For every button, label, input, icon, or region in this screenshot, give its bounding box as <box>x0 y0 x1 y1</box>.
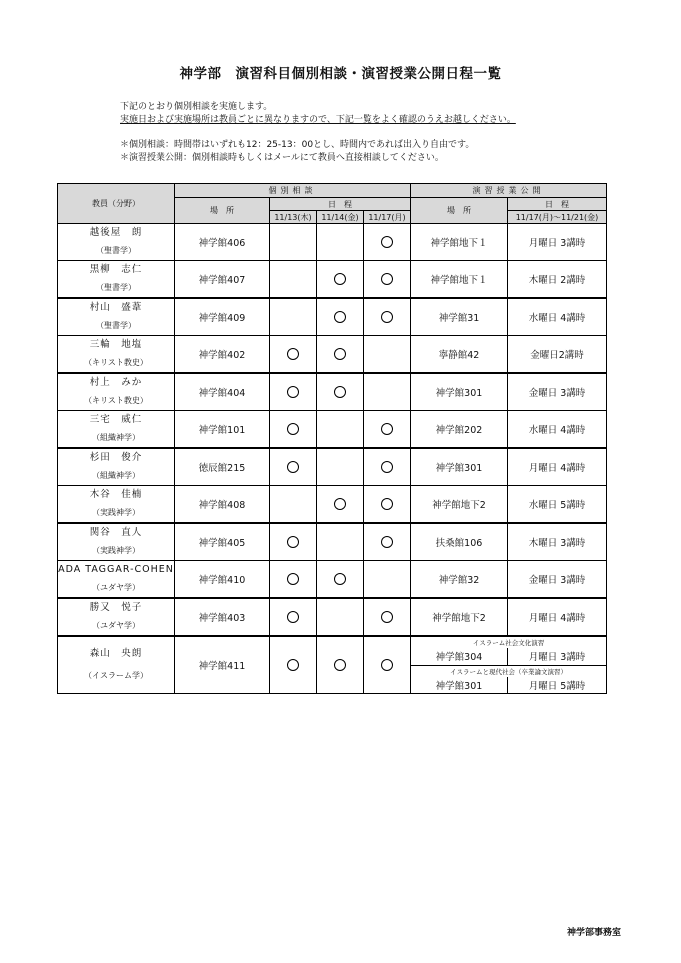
mark-cell <box>317 224 364 261</box>
teacher-field: （イスラーム学） <box>84 671 148 680</box>
available-mark <box>334 498 346 510</box>
teacher-name: 関谷 直人 <box>89 527 143 538</box>
class-time: 金曜日 3講時 <box>508 561 607 599</box>
teacher-cell <box>58 224 175 261</box>
mark-cell <box>270 411 317 449</box>
header-class-place: 場 所 <box>411 198 508 224</box>
teacher-field: （ユダヤ学） <box>92 583 140 592</box>
available-mark <box>381 498 393 510</box>
teacher-field: （組織神学） <box>92 433 140 442</box>
mark-cell <box>270 261 317 299</box>
teacher-name: 勝又 悦子 <box>89 602 143 613</box>
teacher-field: （聖書学） <box>96 246 136 255</box>
mark-cell <box>270 486 317 524</box>
table-row <box>58 636 607 648</box>
mark-cell <box>364 486 411 524</box>
class-time: 月曜日 4講時 <box>508 598 607 636</box>
class-time: 水曜日 4講時 <box>508 298 607 336</box>
consult-place: 神学館403 <box>175 598 270 636</box>
intro-line-1: 下記のとおり個別相談を実施します。 <box>120 102 273 112</box>
mark-cell <box>270 636 317 694</box>
mark-cell <box>364 411 411 449</box>
consult-place: 神学館409 <box>175 298 270 336</box>
table-row <box>58 411 607 449</box>
table-header <box>58 184 607 224</box>
available-mark <box>381 659 393 671</box>
class-time: 月曜日 4講時 <box>508 448 607 486</box>
available-mark <box>334 348 346 360</box>
class-place: 神学館301 <box>411 677 508 694</box>
teacher-field: （組織神学） <box>92 471 140 480</box>
teacher-cell <box>58 448 175 486</box>
table-row <box>58 373 607 411</box>
teacher-name: 杉田 俊介 <box>89 452 143 463</box>
available-mark <box>287 461 299 473</box>
available-mark <box>381 236 393 248</box>
header-consultation: 個別相談 <box>175 184 411 198</box>
teacher-name: 三輪 地塩 <box>89 339 143 350</box>
mark-cell <box>364 336 411 374</box>
class-time: 木曜日 3講時 <box>508 523 607 561</box>
available-mark <box>287 573 299 585</box>
teacher-cell <box>58 261 175 299</box>
mark-cell <box>270 523 317 561</box>
header-date: 11/14(金) <box>317 211 364 224</box>
course-title: イスラームと現代社会（卒業論文演習） <box>411 665 607 677</box>
mark-cell <box>317 486 364 524</box>
mark-cell <box>364 224 411 261</box>
teacher-name: 三宅 威仁 <box>89 414 143 425</box>
mark-cell <box>317 523 364 561</box>
mark-cell <box>364 523 411 561</box>
header-teacher: 教員（分野） <box>58 184 175 224</box>
available-mark <box>287 536 299 548</box>
header-consult-place: 場 所 <box>175 198 270 224</box>
teacher-field: （ユダヤ学） <box>92 621 140 630</box>
class-place: 神学館301 <box>411 448 508 486</box>
table-row <box>58 486 607 524</box>
teacher-name: 村上 みか <box>89 377 143 388</box>
mark-cell <box>364 598 411 636</box>
teacher-cell <box>58 373 175 411</box>
teacher-cell <box>58 411 175 449</box>
class-time: 月曜日 5講時 <box>508 677 607 694</box>
table-row <box>58 336 607 374</box>
class-time: 金曜日2講時 <box>508 336 607 374</box>
mark-cell <box>270 298 317 336</box>
teacher-cell <box>58 336 175 374</box>
class-place: 神学館31 <box>411 298 508 336</box>
available-mark <box>287 659 299 671</box>
available-mark <box>334 311 346 323</box>
mark-cell <box>270 373 317 411</box>
available-mark <box>334 573 346 585</box>
table-row <box>58 523 607 561</box>
page-title: 神学部 演習科目個別相談・演習授業公開日程一覧 <box>179 66 502 82</box>
intro-line-2: 実施日および実施場所は教員ごとに異なりますので、下記一覧をよく確認のうえお越しください。 <box>120 115 516 125</box>
table-row <box>58 224 607 261</box>
teacher-field: （キリスト教史） <box>84 396 148 405</box>
course-title: イスラーム社会文化演習 <box>411 636 607 648</box>
class-place: 寧静館42 <box>411 336 508 374</box>
teacher-cell <box>58 636 175 694</box>
mark-cell <box>317 336 364 374</box>
teacher-field: （聖書学） <box>96 283 136 292</box>
class-time: 水曜日 4講時 <box>508 411 607 449</box>
available-mark <box>334 659 346 671</box>
teacher-field: （聖書学） <box>96 321 136 330</box>
consult-place: 神学館402 <box>175 336 270 374</box>
mark-cell <box>317 261 364 299</box>
note-consultation: ＊個別相談：時間帯はいずれも12：25-13：00とし、時間内であれば出入り自由です。 <box>120 140 475 150</box>
table-row <box>58 448 607 486</box>
teacher-cell <box>58 598 175 636</box>
consult-place: 神学館406 <box>175 224 270 261</box>
header-date: 11/17(月) <box>364 211 411 224</box>
mark-cell <box>317 598 364 636</box>
header-class-period: 11/17(月)～11/21(金) <box>508 211 607 224</box>
teacher-name: 黒柳 志仁 <box>89 264 143 275</box>
teacher-name: 越後屋 朗 <box>89 227 143 238</box>
available-mark <box>334 386 346 398</box>
mark-cell <box>364 298 411 336</box>
teacher-field: （実践神学） <box>92 546 140 555</box>
consult-place: 神学館101 <box>175 411 270 449</box>
available-mark <box>287 611 299 623</box>
available-mark <box>287 386 299 398</box>
mark-cell <box>270 224 317 261</box>
class-place: 神学館地下2 <box>411 598 508 636</box>
mark-cell <box>364 636 411 694</box>
teacher-cell <box>58 298 175 336</box>
teacher-name: 村山 盛葦 <box>89 302 143 313</box>
schedule-table <box>57 183 607 694</box>
class-place: 神学館304 <box>411 648 508 665</box>
class-time: 月曜日 3講時 <box>508 224 607 261</box>
available-mark <box>381 311 393 323</box>
table-row <box>58 598 607 636</box>
class-place: 神学館地下2 <box>411 486 508 524</box>
table-body <box>58 224 607 694</box>
teacher-name: 森山 央朗 <box>89 648 143 659</box>
class-time: 木曜日 2講時 <box>508 261 607 299</box>
consult-place: 徳辰館215 <box>175 448 270 486</box>
teacher-name: ADA TAGGAR-COHEN <box>58 564 174 575</box>
note-class-open: ＊演習授業公開：個別相談時もしくはメールにて教員へ直接相談してください。 <box>120 153 444 163</box>
intro <box>120 101 516 127</box>
class-time: 月曜日 3講時 <box>508 648 607 665</box>
mark-cell <box>364 561 411 599</box>
mark-cell <box>317 373 364 411</box>
mark-cell <box>317 448 364 486</box>
header-consult-schedule: 日 程 <box>270 198 411 211</box>
teacher-cell <box>58 523 175 561</box>
table-row <box>58 298 607 336</box>
mark-cell <box>270 448 317 486</box>
mark-cell <box>270 598 317 636</box>
available-mark <box>381 273 393 285</box>
mark-cell <box>317 636 364 694</box>
class-place: 扶桑館106 <box>411 523 508 561</box>
mark-cell <box>317 561 364 599</box>
footer-office: 神学部事務室 <box>566 928 621 938</box>
mark-cell <box>364 373 411 411</box>
available-mark <box>381 536 393 548</box>
consult-place: 神学館410 <box>175 561 270 599</box>
mark-cell <box>270 336 317 374</box>
mark-cell <box>364 448 411 486</box>
mark-cell <box>364 261 411 299</box>
table-row <box>58 261 607 299</box>
available-mark <box>287 423 299 435</box>
consult-place: 神学館411 <box>175 636 270 694</box>
class-time: 金曜日 3講時 <box>508 373 607 411</box>
class-place: 神学館202 <box>411 411 508 449</box>
consult-place: 神学館407 <box>175 261 270 299</box>
header-class-schedule: 日 程 <box>508 198 607 211</box>
class-place: 神学館301 <box>411 373 508 411</box>
available-mark <box>287 348 299 360</box>
header-class-open: 演習授業公開 <box>411 184 607 198</box>
teacher-name: 木谷 佳楠 <box>89 489 143 500</box>
available-mark <box>381 611 393 623</box>
consult-place: 神学館408 <box>175 486 270 524</box>
available-mark <box>381 423 393 435</box>
consult-place: 神学館404 <box>175 373 270 411</box>
class-place: 神学館地下１ <box>411 261 508 299</box>
class-place: 神学館32 <box>411 561 508 599</box>
available-mark <box>381 461 393 473</box>
header-date: 11/13(木) <box>270 211 317 224</box>
teacher-cell <box>58 486 175 524</box>
teacher-cell <box>58 561 175 599</box>
teacher-field: （実践神学） <box>92 508 140 517</box>
available-mark <box>334 273 346 285</box>
notes <box>120 139 474 165</box>
mark-cell <box>270 561 317 599</box>
mark-cell <box>317 411 364 449</box>
class-place: 神学館地下１ <box>411 224 508 261</box>
teacher-field: （キリスト教史） <box>84 358 148 367</box>
class-time: 水曜日 5講時 <box>508 486 607 524</box>
consult-place: 神学館405 <box>175 523 270 561</box>
table-row <box>58 561 607 599</box>
mark-cell <box>317 298 364 336</box>
